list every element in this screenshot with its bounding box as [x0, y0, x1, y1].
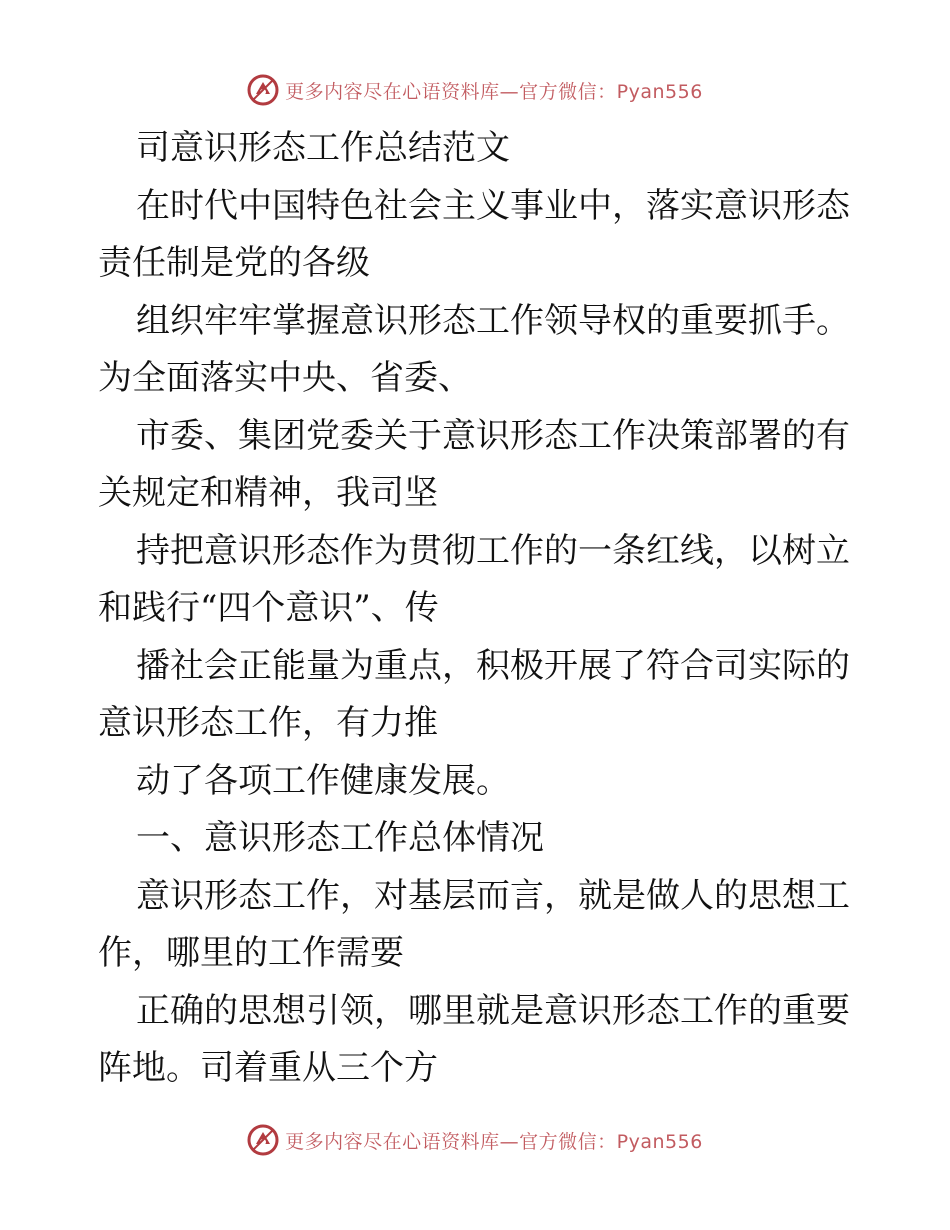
- paragraph-line: 在时代中国特色社会主义事业中，落实意识形态: [136, 185, 850, 226]
- seal-logo-icon: [247, 1124, 279, 1156]
- document-title: 司意识形态工作总结范文: [136, 128, 510, 168]
- paragraph-line: 责任制是党的各级: [98, 243, 370, 283]
- paragraph-line: 和践行“四个意识”、传: [98, 588, 439, 628]
- paragraph-line: 意识形态工作，对基层而言，就是做人的思想工: [136, 875, 850, 916]
- banner-text: 更多内容尽在心语资料库—官方微信：Pyan556: [285, 80, 703, 103]
- section-heading: 一、意识形态工作总体情况: [136, 818, 544, 858]
- footer-banner: [0, 1120, 950, 1160]
- header-banner: [0, 70, 950, 110]
- paragraph-line: 市委、集团党委关于意识形态工作决策部署的有: [136, 415, 850, 456]
- paragraph-line: 作，哪里的工作需要: [98, 933, 404, 973]
- paragraph-line: 组织牢牢掌握意识形态工作领导权的重要抓手。: [136, 300, 850, 341]
- document-body: [98, 120, 858, 1098]
- paragraph-line: 为全面落实中央、省委、: [98, 358, 472, 398]
- banner-text: 更多内容尽在心语资料库—官方微信：Pyan556: [285, 1130, 703, 1153]
- paragraph-line: 关规定和精神，我司坚: [98, 473, 438, 513]
- paragraph-line: 持把意识形态作为贯彻工作的一条红线，以树立: [136, 530, 850, 571]
- paragraph-line: 正确的思想引领，哪里就是意识形态工作的重要: [136, 990, 850, 1031]
- paragraph-line: 动了各项工作健康发展。: [136, 760, 510, 801]
- paragraph-line: 播社会正能量为重点，积极开展了符合司实际的: [136, 645, 850, 686]
- paragraph-line: 阵地。司着重从三个方: [98, 1048, 438, 1088]
- seal-logo-icon: [247, 74, 279, 106]
- paragraph-line: 意识形态工作，有力推: [98, 703, 438, 743]
